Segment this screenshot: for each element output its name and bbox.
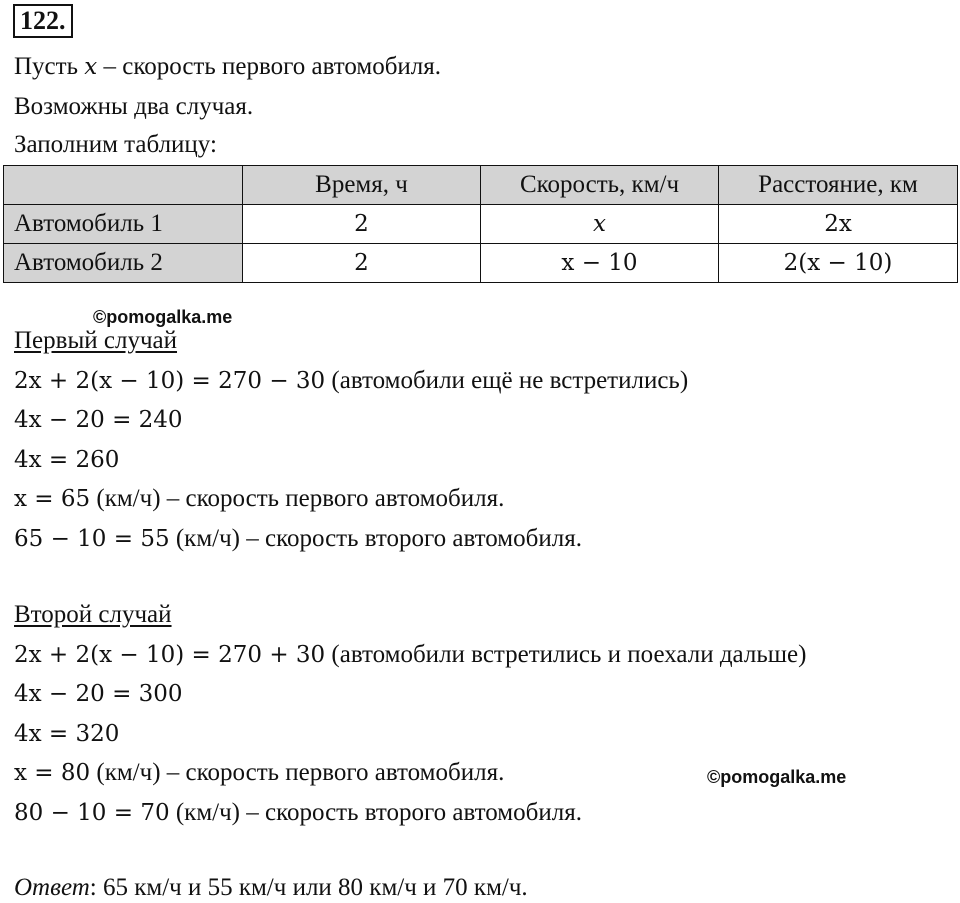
case1-title: Первый случай (14, 327, 178, 354)
equation-math: 80 − 10 = 70 (14, 800, 170, 826)
intro-variable: x (84, 54, 98, 80)
case2-title: Второй случай (14, 601, 172, 628)
answer-label: Ответ (14, 874, 90, 901)
case1-equation-1 (14, 366, 688, 396)
table-row (4, 205, 958, 244)
intro-line-1 (14, 52, 441, 82)
table-row (4, 244, 958, 283)
case2-equation-1 (14, 640, 806, 670)
equation-text: (км/ч) – скорость второго автомобиля. (169, 799, 582, 826)
case2-equation-5 (14, 798, 582, 828)
table-header-cell: Время, ч (243, 166, 481, 205)
table-header-row (4, 166, 958, 205)
table-header-cell: Расстояние, км (719, 166, 958, 205)
table-cell-speed: x (481, 205, 719, 244)
data-table (3, 165, 958, 283)
answer-text: : 65 км/ч и 55 км/ч или 80 км/ч и 70 км/ч. (89, 874, 528, 901)
intro-line-2: Возможны два случая. (14, 93, 254, 120)
watermark: ©pomogalka.me (707, 767, 847, 787)
table-cell-time: 2 (243, 205, 481, 244)
equation-math: 2x + 2(x − 10) = 270 + 30 (14, 642, 326, 668)
equation-math: x = 80 (14, 760, 91, 786)
intro-line-3: Заполним таблицу: (14, 131, 217, 158)
problem-number: 122. (13, 4, 73, 38)
case1-equation-2: 4x − 20 = 240 (14, 407, 183, 433)
row-label: Автомобиль 1 (4, 205, 243, 244)
case1-equation-5 (14, 524, 582, 554)
case2-equation-4 (14, 758, 504, 788)
row-label: Автомобиль 2 (4, 244, 243, 283)
table-cell-time: 2 (243, 244, 481, 283)
equation-math: 65 − 10 = 55 (14, 526, 170, 552)
equation-math: x = 65 (14, 486, 91, 512)
case1-equation-3: 4x = 260 (14, 447, 120, 473)
table-cell-distance: 2x (719, 205, 958, 244)
watermark: ©pomogalka.me (93, 307, 233, 327)
equation-text: (автомобили ещё не встретились) (325, 367, 689, 394)
intro-text: – скорость первого автомобиля. (97, 53, 442, 80)
case2-equation-2: 4x − 20 = 300 (14, 681, 183, 707)
case2-equation-3: 4x = 320 (14, 721, 120, 747)
table-header-cell: Скорость, км/ч (481, 166, 719, 205)
table-cell-distance: 2(x − 10) (719, 244, 958, 283)
table-header-cell (4, 166, 243, 205)
case1-equation-4 (14, 484, 504, 514)
equation-text: (автомобили встретились и поехали дальше) (325, 641, 807, 668)
equation-text: (км/ч) – скорость первого автомобиля. (90, 759, 505, 786)
intro-text: Пусть (14, 53, 85, 80)
table-cell-speed: x − 10 (481, 244, 719, 283)
equation-math: 2x + 2(x − 10) = 270 − 30 (14, 368, 326, 394)
equation-text: (км/ч) – скорость второго автомобиля. (169, 525, 582, 552)
equation-text: (км/ч) – скорость первого автомобиля. (90, 485, 505, 512)
